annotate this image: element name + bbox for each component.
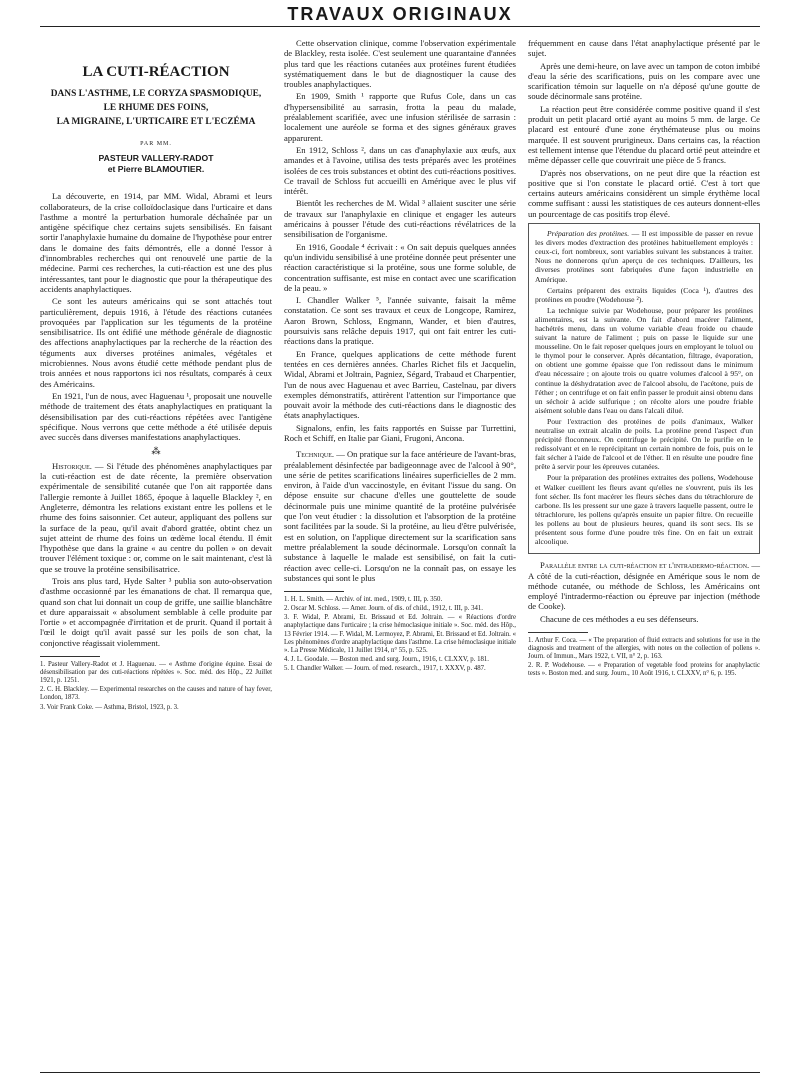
subtitle-line: DANS L'ASTHME, LE CORYZA SPASMODIQUE, (50, 89, 262, 99)
authors (40, 153, 272, 175)
footnote: 3. F. Widal, P. Abrami, Et. Brissaud et Ed. Joltrain. — « Réactions d'ordre anaphylactique dans l'urticaire ; la crise hémoclasique initiale ». Soc. méd. des Hôp., 13 Février 1914. — F. Widal, M. Lermoyez, P. Abrami, Et. Brissaud et Ed. Joltrain. « Les phénomènes d'ordre anaphylactique dans l'asthme. La crise hémoclasique initiale ». La Presse Médicale, 11 Juillet 1914, n° 55, p. 525. (284, 614, 516, 654)
byline-par: PAR MM. (140, 141, 172, 147)
paragraph: D'après nos observations, on ne peut dire que la réaction est positive que si l'on constate le placard ortié. C'est à tort que certains auteurs américains considèrent un simple érythème local comme suffisant : aussi les statistiques de ces auteurs donnent-elles un pourcentage de cas positifs trop élevé. (528, 167, 760, 219)
boxed-section-preparation (528, 223, 760, 554)
column-3 (528, 38, 760, 679)
footnote: 2. C. H. Blackley. — Experimental researches on the causes and nature of hay fever, London, 1873. (40, 686, 272, 702)
footnotes (284, 596, 516, 673)
paragraph-technique (284, 449, 516, 583)
footnote: 2. Oscar M. Schloss. — Amer. Journ. of dis. of child., 1912, t. III, p. 341. (284, 605, 483, 613)
article-subtitle (40, 87, 272, 129)
paragraph-parallele (528, 560, 760, 611)
author-2: et Pierre BLAMOUTIER. (107, 164, 205, 175)
paragraph (535, 229, 753, 284)
paragraph: La technique suivie par Wodehouse, pour préparer les protéines alimentaires, est la suivante. On fait d'abord macérer l'aliment, hachétrès menu, dans un volume variable d'eau froide ou chaude suivant la nature de l'aliment ; puis on passe le liquide sur une mousseline. On le fait reposer quelques jours en employant le toluol ou le thymol pour le conserver. Après décantation, filtrage, évaporation, on obtient une gomme épaisse que l'on redissout dans le minimum d'eau nécessaire ; on ajoute trois ou quatre volumes d'alcool à 95°, on continue la déshydratation avec de l'alcool absolu, de l'acétone, puis de l'éther ; on centrifuge et on fait enfin passer le produit ainsi obtenu dans un séchoir à acide sulfurique ; on récolte alors une poudre friable aisément soluble dans l'eau ou dans l'alcali dilué. (535, 305, 753, 415)
paragraph-text: — Il est impossible de passer en revue les divers modes d'extraction des protéines habituellement employés : ceux-ci, fort nombreux, sont variables suivant les substances à traiter. Nous ne donnerons qu'un aperçu de ces techniques. D'ailleurs, les diverses protéines sont fabriquées d'une façon industrielle en Amérique. (535, 229, 753, 284)
paragraph: Chacune de ces méthodes a eu ses défenseurs. (540, 613, 699, 624)
footnote-rule (284, 591, 344, 592)
paragraph: Pour l'extraction des protéines de poils d'animaux, Walker neutralise un extrait alcalin de poils. La protéine prend l'aspect d'un précipité floconneux. On centrifuge le précipité. On le purifie en le redissolvant et en le reprécipitant un certain nombre de fois, puis on le fait sécher à l'aide de l'alcool et de l'éther. Il en résulte une poudre fine prête à servir pour les épreuves cutanées. (535, 416, 753, 472)
paragraph: En 1909, Smith ¹ rapporte que Rufus Cole, dans un cas d'hypersensibilité au sarrasin, frotta la peau du malade, préalablement scarifiée, avec une infusion stérilisée de sarrasin : localement une auréole se forma et des signes généraux graves apparurent. (284, 91, 516, 143)
subtitle-line: LE RHUME DES FOINS, (103, 103, 209, 113)
paragraph: Bientôt les recherches de M. Widal ³ allaient susciter une série de travaux sur l'anaphylaxie en clinique et engager les auteurs américains à pousser l'étude des cuti-réactions révélatrices de la sensibilisation de l'organisme. (284, 198, 516, 240)
page-title: TRAVAUX ORIGINAUX (287, 4, 513, 24)
paragraph: fréquemment en cause dans l'état anaphylactique présenté par le sujet. (528, 38, 760, 59)
paragraph: En 1912, Schloss ², dans un cas d'anaphylaxie aux œufs, aux amandes et à l'avoine, utilisa des tests préparés avec les protéines isolées de ces trois substances et obtint des cuti-réactions positives. Ce travail de Schloss fut accueilli en Amérique avec le plus vif intérêt. (284, 144, 516, 197)
footnotes (40, 661, 272, 712)
footnotes (528, 637, 760, 678)
paragraph: En France, quelques applications de cette méthode furent tentées en ces dernières années. Charles Richet fils et Jacquelin, Widal, Abrami et Joltrain, Pagniez, Ségard, Trabaud et Charpentier, l'un de nous avec Haguenau et avec Barrieu, Castelnau, par divers exemples démonstratifs, attirèrent l'attention sur l'importance que pouvait avoir la méthode des cuti-réactions dans le diagnostic des états anaphylactiques. (284, 348, 517, 421)
paragraph: La réaction peut être considérée comme positive quand il s'est produit un petit placard ortié ayant au moins 5 mm. de large. Ce placard est entouré d'une zone érythémateuse plus ou moins marquée. Il est souvent prurigineux. Dans certains cas, la réaction est tellement intense que l'étendue du placard ortié peut atteindre et même dépasser celle que couvrirait une pièce de 5 francs. (528, 103, 760, 166)
paragraph-text: — On pratique sur la face antérieure de l'avant-bras, préalablement désinfectée par badigeonnage avec de l'alcool à 90°, une série de petites scarifications linéaires superficielles de 2 mm. environ, à l'aide d'un vaccinostyle, en évitant l'issue du sang. On dépose ensuite sur chacune d'elles une gouttelette de soude décinormale puis une minime quantité de la protéine pulvérisée que l'on veut étudier : la dissolution et l'absorption de la protéine sont facilitées par la soude. Si la protéine, au lieu d'être pulvérisée, est en solution, on l'applique directement sur la scarification sans mettre préalablement la soude décinormale. Lorsqu'on connaît la substance à laquelle le malade est sensibilisé, on fait la cuti-réaction avec celle-ci. Lorsqu'on ne la connaît pas, on essaye les substances qui sont le plus (284, 449, 516, 583)
article-title: LA CUTI-RÉACTION (82, 64, 230, 80)
paragraph: En 1921, l'un de nous, avec Haguenau ¹, proposait une nouvelle méthode de traitement des états anaphylactiques en pratiquant la désensibilisation par des cuti-réactions répétées avec l'antigène spécifique. Nous verrons que cette méthode a été utilisée depuis avec succès dans diverses manifestations anaphylactiques. (40, 390, 272, 443)
paragraph: Certains préparent des extraits liquides (Coca ¹), d'autres des protéines en poudre (Wodehouse ²). (535, 285, 753, 304)
paragraph: En 1916, Goodale ⁴ écrivait : « On sait depuis quelques années qu'un individu sensibilisé à une protéine donnée peut présenter une réaction caractéristique si la protéine, sous une forme soluble, de concentration suffisante, est mise en contact avec une scarification de la peau. » (284, 241, 516, 293)
paragraph: Pour la préparation des protéines extraites des pollens, Wodehouse et Walker cueillent les fleurs avant qu'elles ne s'ouvrent, puis ils les font sécher. Ils font macérer les fleurs sèches dans du tétrachlorure de carbone. Ils les pressent sur une gaze à travers laquelle passent, outre le tétrachlorure, les pollens qu'après ensuite un papier filtre. On recueille les pollens au bout de plusieurs heures, quand ils sont secs. Ils se présentent sous forme d'une poudre très fine. On en fait un extrait alcoolique. (535, 473, 753, 547)
paragraph: Ce sont les auteurs américains qui se sont attachés tout particulièrement, depuis 1916, à l'étude des réactions cutanées provoquées par l'application sur les téguments de la protéine sensibilisatrice. Ils ont édifié une méthode générale de diagnostic des affections anaphylactiques par la recherche de la réaction des téguments aux diverses protéines animales, végétales et microbiennes. Nous avons étudié cette méthode pendant plus de trois années et nous rapportons ici nos résultats, comparés à ceux des Américains. (40, 296, 272, 389)
footnote: 3. Voir Frank Coke. — Asthma, Bristol, 1923, p. 3. (40, 703, 179, 711)
paragraph: Signalons, enfin, les faits rapportés en Suisse par Turrettini, Roch et Schiff, en Italie par Giani, Frugoni, Ancona. (284, 422, 516, 443)
section-label-historique: Historique. (52, 460, 92, 471)
paragraph-text: — Si l'étude des phénomènes anaphylactiques par la cuti-réaction est de date récente, la première observation expérimentale de sensibilité cutanée que l'on ait rapportée dans l'allergie remonte à Juillet 1865, époque à laquelle Blackley ², en Angleterre, démontra les relations existant entre les pollens et le rhume des foins saisonnier. Cet auteur, appliquant des pollens sur la surface de la peau, qu'il avait d'abord grattée, obtint chez un sujet atteint de rhume des foins un œdème local étendu. Il émit l'hypothèse que dans la graine « au centre du pollen » on devait trouver l'élément toxique : or, comme on le sait maintenant, c'est là que se trouve la protéine sensibilisatrice. (40, 460, 272, 574)
author-1: PASTEUR VALLERY-RADOT (98, 153, 214, 164)
section-label-preparation: Préparation des protéines. (547, 229, 630, 239)
footnote: 1. H. L. Smith. — Archiv. of int. med., 1909, t. III, p. 350. (284, 596, 443, 604)
section-separator: ⁂ (151, 446, 161, 457)
footnote: 2. R. P. Wodehouse. — « Preparation of vegetable food proteins for anaphylactic tests ». Boston med. and surg. Journ., 10 Août 1916, t. CLXXV, n° 6, p. 195. (528, 662, 760, 678)
paragraph: Trois ans plus tard, Hyde Salter ³ publia son auto-observation d'asthme occasionné par les émanations de chat. Il remarqua que, quand son chat lui donnait un coup de griffe, une saillie blanchâtre et dure apparaissait « absolument semblable à celle produite par l'ortie » et accompagnée d'irritation et de prurit. Quand il portait à l'œil le doigt qu'il avait passé sur les poils de son chat, la conjonctive réagissait violemment. (40, 575, 272, 648)
paragraph: Cette observation clinique, comme l'observation expérimentale de Blackley, resta isolée. C'est seulement une quarantaine d'années plus tard que les réactions cutanées aux protéines furent étudiées systématiquement dans le but de diagnostiquer la cause des troubles anaphylactiques. (284, 38, 516, 90)
section-label-parallele: Parallèle entre la cuti-réaction et l'intradermo-réaction. (540, 560, 750, 571)
paragraph: La découverte, en 1914, par MM. Widal, Abrami et leurs collaborateurs, de la crise colloïdoclasique dans l'urticaire et dans l'asthme a montré la perturbation humorale déchaînée par un antigène spécifique chez certains sujets sensibilisés. En faisant sortir l'anaphylaxie humaine du domaine de l'hypothèse pour entrer dans le domaine des faits démontrés, elle a donné l'essor à d'innombrables recherches qui ont renouvelé une partie de la médecine. Parmi ces recherches, la cuti-réaction est une des plus intéressantes, tant pour le diagnostic que pour la thérapeutique des accidents anaphylactiques. (40, 191, 272, 294)
section-label-technique: Technique. (296, 449, 335, 460)
footer-rule (40, 1072, 760, 1073)
paragraph: I. Chandler Walker ⁵, l'année suivante, faisait la même constatation. Ce sont ses travaux et ceux de Longcope, Ramirez, Aaron Brown, Schloss, Engmann, Wander, et bien d'autres, poursuivis sans relâche depuis 1917, qui ont fait entrer les cuti-réactions dans la pratique. (284, 295, 516, 347)
paragraph: Après une demi-heure, on lave avec un tampon de coton imbibé d'eau la série des scarifications, puis on les compare avec une scarification témoin sur laquelle on n'a déposé qu'une goutte de soude décinormale sans protéine. (528, 60, 760, 102)
header-rule (40, 26, 760, 27)
column-2 (284, 38, 516, 674)
footnote-rule (40, 656, 100, 657)
column-1 (40, 38, 272, 713)
paragraph-text: — A côté de la cuti-réaction, désignée en Amérique sous le nom de méthode cutanée, ou méthode de Schloss, les Américains ont employé l'intradermo-réaction ou épreuve par injection (méthode de Cooke). (528, 560, 760, 612)
footnote: 1. Arthur F. Coca. — « The preparation of fluid extracts and solutions for use in the diagnosis and treatment of the allergies, with notes on the collection of pollens ». Journ. of Immun., Mars 1922, t. VII, n° 2, p. 163. (528, 637, 760, 661)
footnote: 4. J. L. Goodale. — Boston med. and surg. Journ., 1916, t. CLXXV, p. 181. (284, 655, 489, 663)
subtitle-line: LA MIGRAINE, L'URTICAIRE ET L'ECZÉMA (56, 117, 256, 127)
paragraph-historique (40, 461, 272, 574)
footnote: 1. Pasteur Vallery-Radot et J. Haguenau. — « Asthme d'origine équine. Essai de désensibilisation par des cuti-réactions répétées ». Soc. méd. des Hôp., 22 Juillet 1921, p. 1251. (40, 661, 272, 685)
footnote: 5. I. Chandler Walker. — Journ. of med. research., 1917, t. XXXV, p. 487. (284, 664, 486, 672)
footnote-rule (528, 632, 588, 633)
